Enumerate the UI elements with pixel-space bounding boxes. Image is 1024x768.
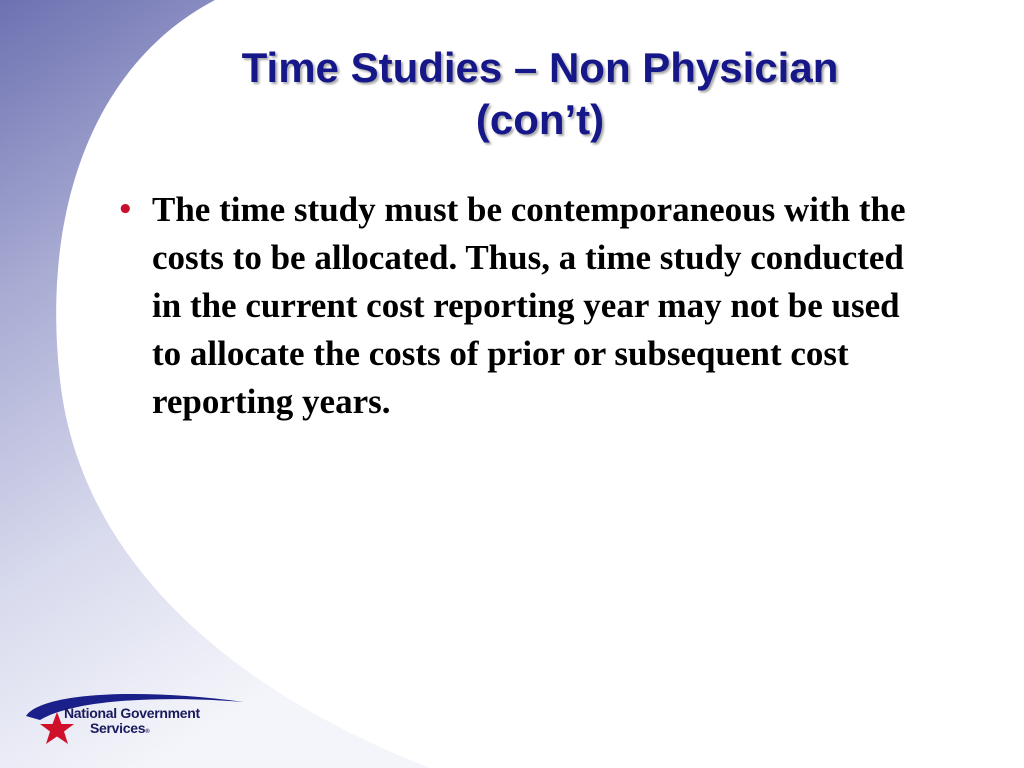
logo-line-2: Services [90,720,146,736]
title-line-2: (con’t) [475,96,605,143]
logo-line-1: National Government [64,705,200,721]
logo-wordmark [64,706,200,740]
title-line-1: Time Studies – Non Physician [241,44,839,91]
slide-title [140,42,940,146]
bullet-item [115,186,935,426]
bullet-text: The time study must be contemporaneous with the costs to be allocated. Thus, a time study conducted in the current cost reporting year may not be used to allocate the costs of prior or subsequent cost reporting years. [152,190,906,421]
logo-line-2-wrap [64,721,200,740]
bullet-dot-icon: • [117,195,134,225]
logo-trademark: ® [145,729,150,735]
national-government-services-logo [22,686,252,746]
bullet-list [115,186,935,426]
